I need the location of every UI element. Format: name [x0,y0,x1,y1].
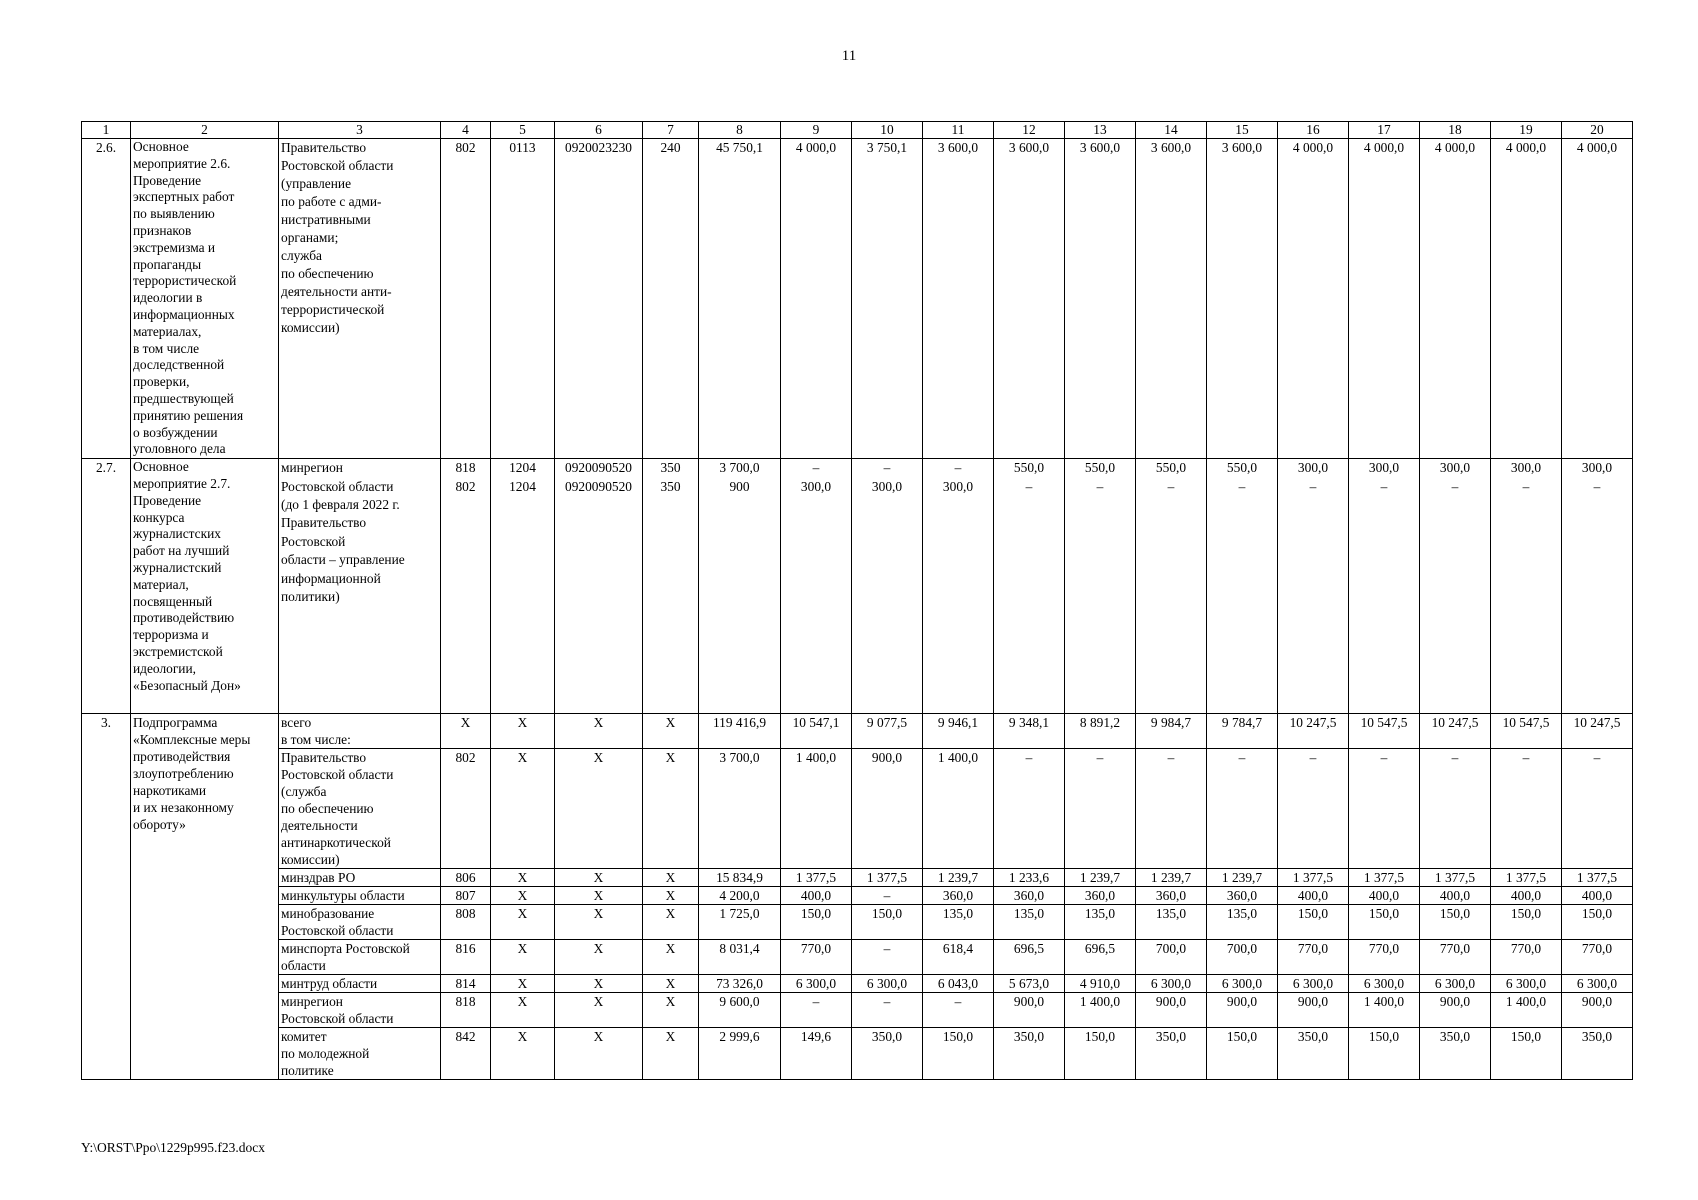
amount-cell: 550,0 – [1136,459,1207,714]
amount-cell: – [852,940,923,975]
row-number-cell: 2.6. [82,139,131,459]
amount-cell: 770,0 [1562,940,1633,975]
amount-cell: 9 946,1 [923,714,994,749]
program-executor-row [82,940,1633,975]
amount-cell: 150,0 [781,905,852,940]
amount-cell: 135,0 [1065,905,1136,940]
amount-cell: 8 891,2 [1065,714,1136,749]
amount-cell: – [1065,749,1136,869]
budget-code-cell: 350 350 [643,459,699,714]
budget-code-cell: Х [491,749,555,869]
budget-code-cell: 802 [441,139,491,459]
amount-cell: 3 600,0 [1136,139,1207,459]
program-executor-row [82,1028,1633,1080]
amount-cell: 1 239,7 [923,869,994,887]
column-number-cell: 4 [441,122,491,139]
amount-cell: 2 999,6 [699,1028,781,1080]
budget-code-cell: 0113 [491,139,555,459]
amount-cell: 150,0 [1349,905,1420,940]
budget-code-cell: Х [555,993,643,1028]
amount-cell: 300,0 – [1278,459,1349,714]
budget-code-cell: Х [491,993,555,1028]
amount-cell: – [1278,749,1349,869]
amount-cell: – [781,993,852,1028]
budget-code-cell: Х [643,905,699,940]
budget-code-cell: Х [643,869,699,887]
amount-cell: 10 547,1 [781,714,852,749]
budget-code-cell: Х [555,714,643,749]
budget-code-cell: Х [555,975,643,993]
amount-cell: 700,0 [1136,940,1207,975]
budget-code-cell: Х [491,905,555,940]
budget-table [81,121,1633,1080]
column-number-cell: 1 [82,122,131,139]
amount-cell: 135,0 [994,905,1065,940]
budget-code-cell: Х [491,869,555,887]
amount-cell: 4 910,0 [1065,975,1136,993]
budget-code-cell: 816 [441,940,491,975]
column-number-cell: 3 [279,122,441,139]
amount-cell: 400,0 [781,887,852,905]
column-number-cell: 10 [852,122,923,139]
column-number-cell: 17 [1349,122,1420,139]
row-number-cell: 3. [82,714,131,1080]
amount-cell: 150,0 [1349,1028,1420,1080]
amount-cell: 150,0 [1420,905,1491,940]
amount-cell: 360,0 [1207,887,1278,905]
footer-file-path: Y:\ORST\Ppo\1229p995.f23.docx [81,1140,266,1155]
budget-code-cell: Х [643,993,699,1028]
amount-cell: – [1562,749,1633,869]
amount-cell: 350,0 [1136,1028,1207,1080]
amount-cell: 1 239,7 [1136,869,1207,887]
amount-cell: 6 300,0 [1207,975,1278,993]
budget-table-body [82,122,1633,1080]
executor-cell: минрегион Ростовской области [279,993,441,1028]
amount-cell: 149,6 [781,1028,852,1080]
column-number-cell: 20 [1562,122,1633,139]
amount-cell: 150,0 [1278,905,1349,940]
amount-cell: 300,0 – [1420,459,1491,714]
column-number-cell: 12 [994,122,1065,139]
budget-code-cell: 0920090520 0920090520 [555,459,643,714]
amount-cell: 900,0 [1420,993,1491,1028]
budget-code-cell: Х [491,887,555,905]
budget-code-cell: Х [643,749,699,869]
amount-cell: 10 547,5 [1349,714,1420,749]
amount-cell: 770,0 [1349,940,1420,975]
amount-cell: 4 000,0 [1278,139,1349,459]
program-executor-row [82,749,1633,869]
amount-cell: 1 239,7 [1207,869,1278,887]
amount-cell: 900,0 [1136,993,1207,1028]
amount-cell: 6 300,0 [781,975,852,993]
amount-cell: 400,0 [1349,887,1420,905]
amount-cell: 10 547,5 [1491,714,1562,749]
amount-cell: 45 750,1 [699,139,781,459]
amount-cell: 150,0 [1065,1028,1136,1080]
budget-code-cell: 818 [441,993,491,1028]
amount-cell: – [994,749,1065,869]
amount-cell: 550,0 – [994,459,1065,714]
column-number-cell: 15 [1207,122,1278,139]
amount-cell: 1 725,0 [699,905,781,940]
amount-cell: 1 377,5 [1420,869,1491,887]
amount-cell: 9 984,7 [1136,714,1207,749]
amount-cell: 150,0 [1562,905,1633,940]
amount-cell: – [923,993,994,1028]
amount-cell: 4 000,0 [781,139,852,459]
amount-cell: 9 784,7 [1207,714,1278,749]
column-number-cell: 19 [1491,122,1562,139]
column-number-cell: 16 [1278,122,1349,139]
amount-cell: – [1136,749,1207,869]
amount-cell: 10 247,5 [1420,714,1491,749]
column-number-cell: 9 [781,122,852,139]
table-row [82,139,1633,459]
amount-cell: 3 600,0 [1207,139,1278,459]
amount-cell: 550,0 – [1207,459,1278,714]
column-number-cell: 2 [131,122,279,139]
program-executor-row [82,905,1633,940]
amount-cell: 1 400,0 [1491,993,1562,1028]
amount-cell: 770,0 [1278,940,1349,975]
amount-cell: 618,4 [923,940,994,975]
budget-code-cell: 814 [441,975,491,993]
amount-cell: 360,0 [1065,887,1136,905]
amount-cell: 135,0 [923,905,994,940]
column-number-row [82,122,1633,139]
amount-cell: 1 400,0 [1349,993,1420,1028]
amount-cell: – 300,0 [852,459,923,714]
amount-cell: 770,0 [1420,940,1491,975]
amount-cell: 150,0 [923,1028,994,1080]
budget-code-cell: Х [643,975,699,993]
executor-cell: всего в том числе: [279,714,441,749]
amount-cell: 550,0 – [1065,459,1136,714]
amount-cell: – 300,0 [781,459,852,714]
amount-cell: 350,0 [852,1028,923,1080]
amount-cell: 4 000,0 [1562,139,1633,459]
budget-code-cell: Х [491,714,555,749]
amount-cell: 6 300,0 [1420,975,1491,993]
executor-cell: минобразование Ростовской области [279,905,441,940]
budget-code-cell: 818 802 [441,459,491,714]
executor-cell: минкультуры области [279,887,441,905]
amount-cell: – [1207,749,1278,869]
amount-cell: 3 700,0 [699,749,781,869]
amount-cell: 4 200,0 [699,887,781,905]
amount-cell: 5 673,0 [994,975,1065,993]
amount-cell: 350,0 [1278,1028,1349,1080]
column-number-cell: 18 [1420,122,1491,139]
amount-cell: 300,0 – [1349,459,1420,714]
budget-code-cell: Х [491,1028,555,1080]
budget-code-cell: 806 [441,869,491,887]
amount-cell: 9 348,1 [994,714,1065,749]
amount-cell: – [1491,749,1562,869]
amount-cell: 300,0 – [1562,459,1633,714]
amount-cell: 3 600,0 [923,139,994,459]
program-total-row [82,714,1633,749]
amount-cell: 3 750,1 [852,139,923,459]
amount-cell: 6 300,0 [1491,975,1562,993]
row-number-cell: 2.7. [82,459,131,714]
budget-code-cell: Х [555,905,643,940]
activity-name-cell: Основное мероприятие 2.6. Проведение экспертных работ по выявлению признаков экстремизма и пропаганды террористической идеологии в информационных материалах, в том числе доследственной проверки, предшествующей принятию решения о возбуждении уголовного дела [131,139,279,459]
budget-code-cell: Х [441,714,491,749]
amount-cell: – [852,887,923,905]
amount-cell: 1 377,5 [1491,869,1562,887]
column-number-cell: 5 [491,122,555,139]
amount-cell: 9 077,5 [852,714,923,749]
executor-cell: Правительство Ростовской области (управление по работе с адми- нистративными органами; служба по обеспечению деятельности анти- террористической комиссии) [279,139,441,459]
amount-cell: 1 377,5 [852,869,923,887]
amount-cell: 10 247,5 [1278,714,1349,749]
amount-cell: – [1349,749,1420,869]
amount-cell: 1 377,5 [1562,869,1633,887]
amount-cell: 8 031,4 [699,940,781,975]
amount-cell: 119 416,9 [699,714,781,749]
amount-cell: 696,5 [1065,940,1136,975]
amount-cell: 135,0 [1207,905,1278,940]
amount-cell: 6 300,0 [1278,975,1349,993]
budget-code-cell: 802 [441,749,491,869]
budget-code-cell: Х [643,1028,699,1080]
amount-cell: 900,0 [994,993,1065,1028]
program-executor-row [82,975,1633,993]
amount-cell: 135,0 [1136,905,1207,940]
amount-cell: 360,0 [994,887,1065,905]
executor-cell: минздрав РО [279,869,441,887]
budget-code-cell: 808 [441,905,491,940]
amount-cell: 1 400,0 [923,749,994,869]
amount-cell: 770,0 [1491,940,1562,975]
amount-cell: 150,0 [852,905,923,940]
amount-cell: 696,5 [994,940,1065,975]
amount-cell: 3 600,0 [1065,139,1136,459]
amount-cell: 150,0 [1207,1028,1278,1080]
budget-code-cell: 240 [643,139,699,459]
amount-cell: 6 300,0 [1136,975,1207,993]
amount-cell: 15 834,9 [699,869,781,887]
amount-cell: 1 400,0 [781,749,852,869]
program-executor-row [82,887,1633,905]
budget-code-cell: Х [555,1028,643,1080]
amount-cell: 1 233,6 [994,869,1065,887]
amount-cell: 4 000,0 [1491,139,1562,459]
amount-cell: – [1420,749,1491,869]
page-number: 11 [841,48,857,64]
budget-code-cell: 0920023230 [555,139,643,459]
amount-cell: 3 600,0 [994,139,1065,459]
amount-cell: 400,0 [1491,887,1562,905]
budget-code-cell: 1204 1204 [491,459,555,714]
amount-cell: 1 400,0 [1065,993,1136,1028]
program-executor-row [82,993,1633,1028]
amount-cell: 6 300,0 [1349,975,1420,993]
amount-cell: 700,0 [1207,940,1278,975]
budget-code-cell: 842 [441,1028,491,1080]
executor-cell: минтруд области [279,975,441,993]
activity-name-cell: Основное мероприятие 2.7. Проведение конкурса журналистских работ на лучший журналистский материал, посвященный противодействию терроризма и экстремистской идеологии, «Безопасный Дон» [131,459,279,714]
amount-cell: 360,0 [1136,887,1207,905]
amount-cell: 150,0 [1491,1028,1562,1080]
amount-cell: 1 239,7 [1065,869,1136,887]
amount-cell: 900,0 [852,749,923,869]
budget-code-cell: Х [555,869,643,887]
budget-code-cell: Х [643,940,699,975]
program-executor-row [82,869,1633,887]
amount-cell: 6 300,0 [852,975,923,993]
budget-code-cell: Х [555,887,643,905]
amount-cell: 10 247,5 [1562,714,1633,749]
amount-cell: 360,0 [923,887,994,905]
column-number-cell: 8 [699,122,781,139]
budget-code-cell: Х [491,975,555,993]
budget-code-cell: Х [643,714,699,749]
budget-code-cell: Х [491,940,555,975]
budget-code-cell: Х [555,749,643,869]
amount-cell: 300,0 – [1491,459,1562,714]
column-number-cell: 13 [1065,122,1136,139]
table-row [82,459,1633,714]
amount-cell: 900,0 [1562,993,1633,1028]
executor-cell: минспорта Ростовской области [279,940,441,975]
amount-cell: 73 326,0 [699,975,781,993]
amount-cell: 400,0 [1562,887,1633,905]
amount-cell: 9 600,0 [699,993,781,1028]
program-name-cell: Подпрограмма «Комплексные меры противодействия злоупотреблению наркотиками и их незаконному обороту» [131,714,279,1080]
column-number-cell: 14 [1136,122,1207,139]
amount-cell: 1 377,5 [1349,869,1420,887]
amount-cell: 770,0 [781,940,852,975]
amount-cell: 6 300,0 [1562,975,1633,993]
budget-code-cell: Х [643,887,699,905]
amount-cell: 1 377,5 [1278,869,1349,887]
amount-cell: 350,0 [1562,1028,1633,1080]
amount-cell: 150,0 [1491,905,1562,940]
executor-cell: комитет по молодежной политике [279,1028,441,1080]
amount-cell: 6 043,0 [923,975,994,993]
budget-code-cell: 807 [441,887,491,905]
amount-cell: 400,0 [1278,887,1349,905]
amount-cell: – [852,993,923,1028]
budget-table-container [81,121,1620,1080]
amount-cell: 3 700,0 900 [699,459,781,714]
amount-cell: 4 000,0 [1420,139,1491,459]
amount-cell: 4 000,0 [1349,139,1420,459]
amount-cell: 350,0 [1420,1028,1491,1080]
column-number-cell: 11 [923,122,994,139]
column-number-cell: 6 [555,122,643,139]
amount-cell: 1 377,5 [781,869,852,887]
amount-cell: 900,0 [1278,993,1349,1028]
executor-cell: минрегион Ростовской области (до 1 февраля 2022 г. Правительство Ростовской области – управление информационной политики) [279,459,441,714]
amount-cell: 350,0 [994,1028,1065,1080]
executor-cell: Правительство Ростовской области (служба по обеспечению деятельности антинаркотической комиссии) [279,749,441,869]
amount-cell: – 300,0 [923,459,994,714]
budget-code-cell: Х [555,940,643,975]
amount-cell: 400,0 [1420,887,1491,905]
amount-cell: 900,0 [1207,993,1278,1028]
column-number-cell: 7 [643,122,699,139]
